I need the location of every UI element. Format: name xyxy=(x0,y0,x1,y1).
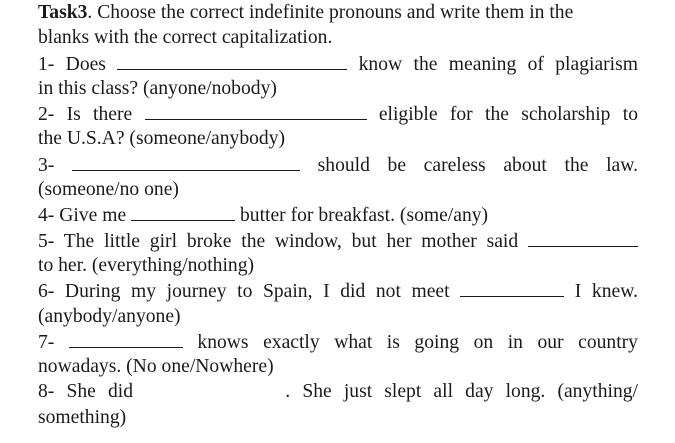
item-1-line-1 xyxy=(38,51,638,76)
item-6-options: (anybody/anyone) xyxy=(38,305,181,327)
item-6-prefix: 6- During my journey to Spain, I did not meet xyxy=(38,281,450,303)
item-1-blank[interactable] xyxy=(117,51,347,70)
item-5-line-2 xyxy=(38,253,638,278)
item-5-prefix: 5- The little girl broke the window, but her mother said xyxy=(38,230,519,252)
item-2-blank[interactable] xyxy=(145,101,367,120)
item-8-line-1 xyxy=(38,379,638,404)
item-2-options: the U.S.A? (someone/anybody) xyxy=(38,128,286,150)
item-7-options: nowadays. (No one/Nowhere) xyxy=(38,356,274,378)
task-instruction-text: . Choose the correct indefinite pronouns and write them in the xyxy=(87,2,574,23)
item-2-prefix: 2- Is there xyxy=(38,104,133,126)
item-7-prefix: 7- xyxy=(38,331,55,353)
item-1-line-2 xyxy=(38,76,638,101)
item-7-suffix: knows exactly what is going on in our country xyxy=(197,331,638,353)
item-6-line-2 xyxy=(38,304,638,329)
item-7-blank[interactable] xyxy=(69,329,183,348)
task-instruction-text: blanks with the correct capitalization. xyxy=(38,27,333,49)
item-4-suffix: butter for breakfast. (some/any) xyxy=(239,205,489,227)
task-instruction-line-1 xyxy=(38,0,638,25)
item-3-line-1 xyxy=(38,152,638,177)
item-6-blank[interactable] xyxy=(460,278,564,297)
item-6-suffix: I knew. xyxy=(574,281,638,303)
item-1-options: in this class? (anyone/nobody) xyxy=(38,77,277,99)
item-4-line-1 xyxy=(38,202,638,227)
item-8-line-2 xyxy=(38,405,638,430)
item-3-prefix: 3- xyxy=(38,154,55,176)
item-2-line-1 xyxy=(38,101,638,126)
item-5-line-1 xyxy=(38,228,638,253)
item-3-options: (someone/no one) xyxy=(38,179,179,201)
item-8-prefix: 8- She did xyxy=(38,381,134,403)
item-2-line-2 xyxy=(38,126,638,151)
item-4-blank[interactable] xyxy=(131,202,235,221)
item-8-options-end: something) xyxy=(38,406,127,428)
task-label: Task3 xyxy=(38,2,88,23)
item-5-options: to her. (everything/nothing) xyxy=(38,254,255,276)
item-3-line-2 xyxy=(38,177,638,202)
item-4-prefix: 4- Give me xyxy=(38,205,127,227)
item-8-suffix: . She just slept all day long. xyxy=(285,381,546,403)
item-1-suffix: know the meaning of plagiarism xyxy=(358,53,638,75)
item-6-line-1 xyxy=(38,278,638,303)
item-7-line-1 xyxy=(38,329,638,354)
worksheet xyxy=(38,0,638,430)
item-5-blank[interactable] xyxy=(528,228,638,247)
task-instruction-line-2 xyxy=(38,25,638,50)
item-7-line-2 xyxy=(38,354,638,379)
item-2-suffix: eligible for the scholarship to xyxy=(378,104,638,126)
item-3-blank[interactable] xyxy=(72,152,300,171)
item-3-suffix: should be careless about the law. xyxy=(317,154,639,176)
item-8-options-start: (anything/ xyxy=(557,381,638,403)
item-1-prefix: 1- Does xyxy=(38,53,106,75)
